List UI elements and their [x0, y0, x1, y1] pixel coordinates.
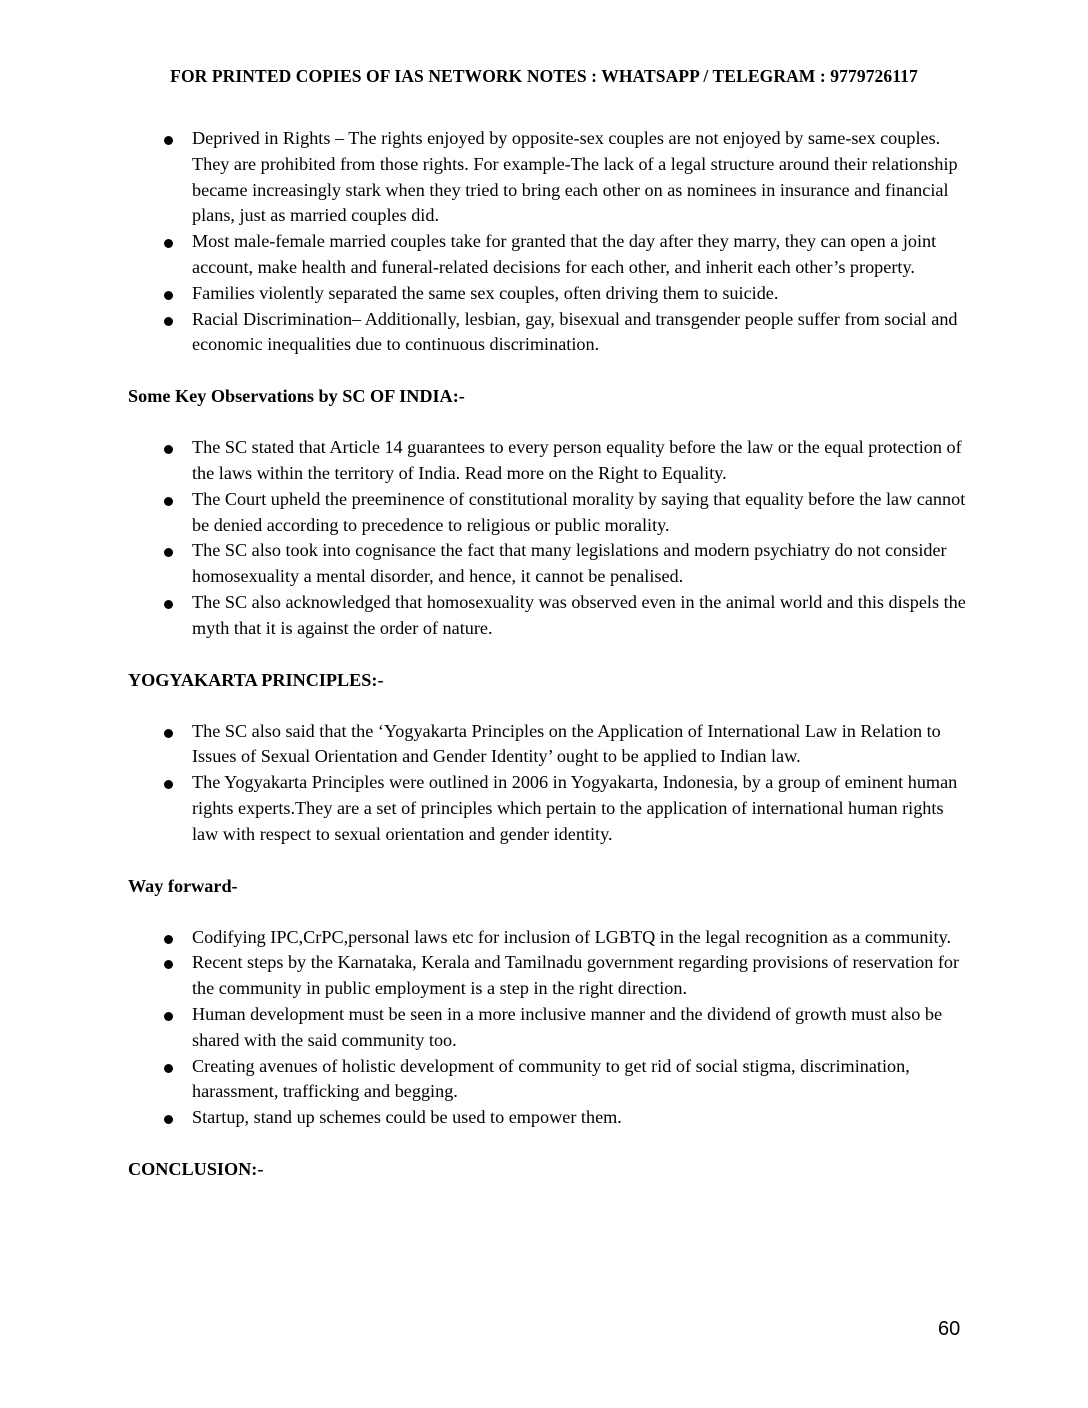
bullet-icon — [164, 1064, 173, 1073]
bullet-icon — [164, 600, 173, 609]
section-heading-observations: Some Key Observations by SC OF INDIA:- — [128, 386, 465, 407]
list-item: Recent steps by the Karnataka, Kerala and Tamilnadu government regarding provisions of reservation for the community in public employment is a step in the right direction. — [128, 950, 968, 1002]
bullet-icon — [164, 317, 173, 326]
bullet-icon — [164, 497, 173, 506]
list-item: The SC also took into cognisance the fact that many legislations and modern psychiatry do not consider homosexuality a mental disorder, and hence, it cannot be penalised. — [128, 538, 968, 590]
page-number: 60 — [938, 1318, 961, 1340]
list-item: Deprived in Rights – The rights enjoyed by opposite-sex couples are not enjoyed by same-sex couples. They are prohibited from those rights. For example-The lack of a legal structure around their relationship became increasingly stark when they tried to bring each other on as nominees in insurance and financial plans, just as married couples did. — [128, 126, 968, 229]
intro-bullet-list — [128, 126, 968, 358]
page-header: FOR PRINTED COPIES OF IAS NETWORK NOTES : WHATSAPP / TELEGRAM : 9779726117 — [170, 66, 918, 86]
list-item: The SC also acknowledged that homosexuality was observed even in the animal world and this dispels the myth that it is against the order of nature. — [128, 590, 968, 642]
bullet-icon — [164, 780, 173, 789]
bullet-icon — [164, 445, 173, 454]
document-body — [128, 126, 968, 1182]
bullet-icon — [164, 136, 173, 145]
section-heading-yogyakarta: YOGYAKARTA PRINCIPLES:- — [128, 669, 384, 690]
list-item: Startup, stand up schemes could be used to empower them. — [128, 1105, 968, 1131]
list-item: The Yogyakarta Principles were outlined in 2006 in Yogyakarta, Indonesia, by a group of eminent human rights experts.They are a set of principles which pertain to the application of international human rights law with respect to sexual orientation and gender identity. — [128, 770, 968, 847]
list-item: The SC stated that Article 14 guarantees to every person equality before the law or the equal protection of the laws within the territory of India. Read more on the Right to Equality. — [128, 435, 968, 487]
yogyakarta-bullet-list — [128, 719, 968, 848]
list-item: Most male-female married couples take for granted that the day after they marry, they can open a joint account, make health and funeral-related decisions for each other, and inherit each other’s property. — [128, 229, 968, 281]
list-item: Human development must be seen in a more inclusive manner and the dividend of growth must also be shared with the said community too. — [128, 1002, 968, 1054]
list-item: Racial Discrimination– Additionally, lesbian, gay, bisexual and transgender people suffer from social and economic inequalities due to continuous discrimination. — [128, 307, 968, 359]
bullet-icon — [164, 935, 173, 944]
bullet-icon — [164, 960, 173, 969]
section-heading-conclusion: CONCLUSION:- — [128, 1158, 264, 1179]
list-item: The SC also said that the ‘Yogyakarta Principles on the Application of International Law in Relation to Issues of Sexual Orientation and Gender Identity’ ought to be applied to Indian law. — [128, 719, 968, 771]
list-item: Creating avenues of holistic development of community to get rid of social stigma, discrimination, harassment, trafficking and begging. — [128, 1054, 968, 1106]
way-forward-bullet-list — [128, 925, 968, 1131]
bullet-icon — [164, 1012, 173, 1021]
bullet-icon — [164, 548, 173, 557]
bullet-icon — [164, 1115, 173, 1124]
list-item: The Court upheld the preeminence of constitutional morality by saying that equality before the law cannot be denied according to precedence to religious or public morality. — [128, 487, 968, 539]
list-item: Codifying IPC,CrPC,personal laws etc for inclusion of LGBTQ in the legal recognition as a community. — [128, 925, 968, 951]
observations-bullet-list — [128, 435, 968, 641]
bullet-icon — [164, 239, 173, 248]
section-heading-way-forward: Way forward- — [128, 875, 238, 896]
list-item: Families violently separated the same sex couples, often driving them to suicide. — [128, 281, 968, 307]
bullet-icon — [164, 291, 173, 300]
bullet-icon — [164, 729, 173, 738]
